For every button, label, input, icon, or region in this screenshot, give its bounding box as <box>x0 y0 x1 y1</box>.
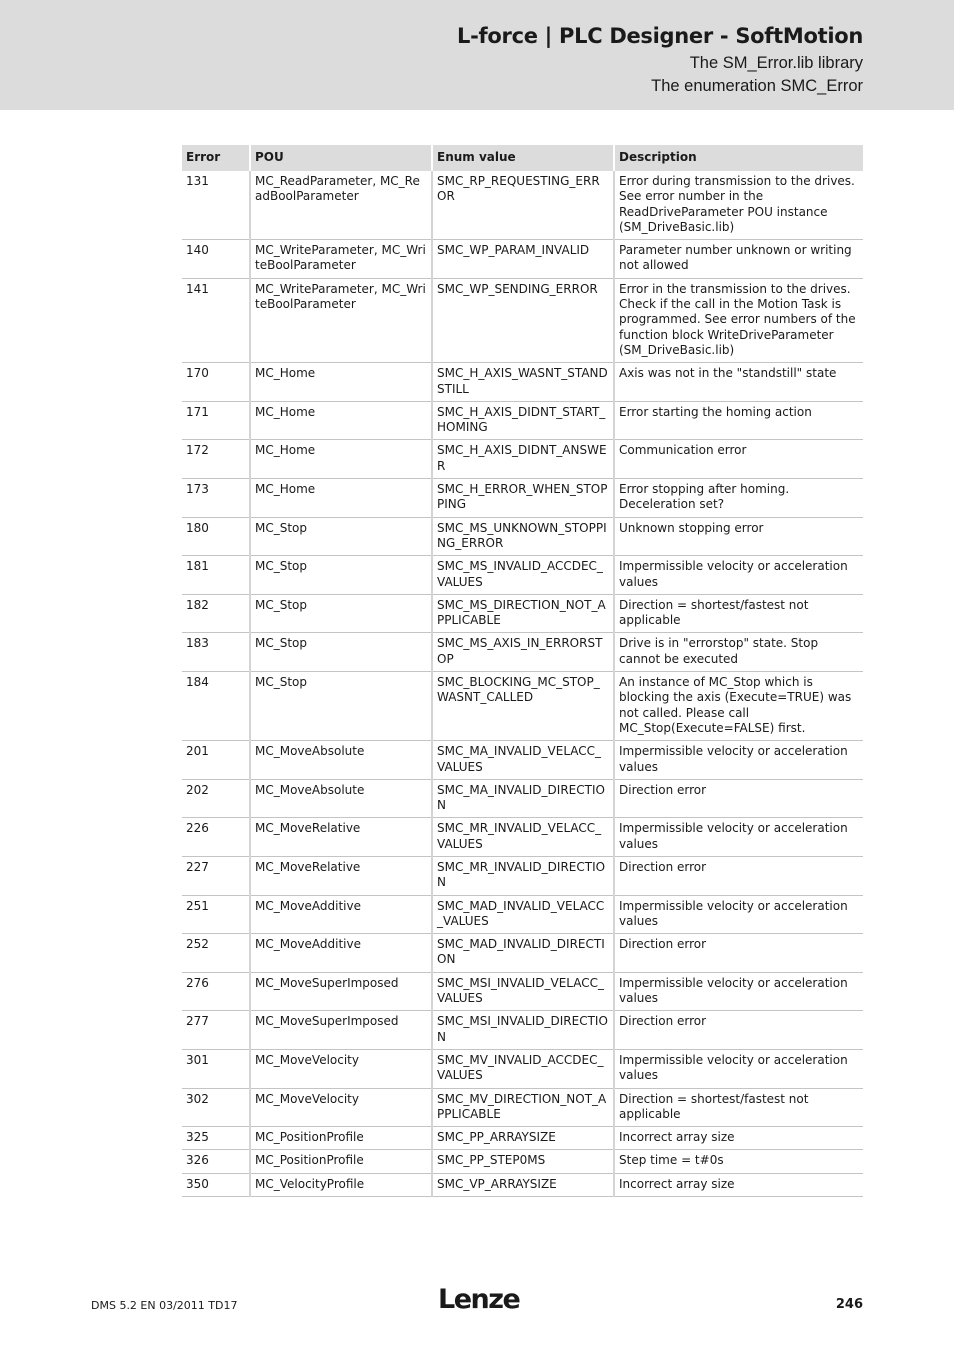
table-row <box>182 895 863 934</box>
cell-description: Direction error <box>614 934 863 973</box>
cell-enum-value: SMC_WP_SENDING_ERROR <box>432 278 614 362</box>
error-table <box>182 145 863 1197</box>
chapter-subtitle: The SM_Error.lib library <box>689 54 863 72</box>
cell-description: Error starting the homing action <box>614 401 863 440</box>
page-number: 246 <box>835 1297 863 1312</box>
cell-pou: MC_WriteParameter, MC_WriteBoolParameter <box>250 240 432 279</box>
cell-error: 276 <box>182 972 250 1011</box>
cell-pou: MC_MoveVelocity <box>250 1049 432 1088</box>
cell-enum-value: SMC_MR_INVALID_VELACC_VALUES <box>432 818 614 857</box>
cell-pou: MC_PositionProfile <box>250 1150 432 1173</box>
cell-pou: MC_Stop <box>250 517 432 556</box>
cell-enum-value: SMC_H_ERROR_WHEN_STOPPING <box>432 479 614 518</box>
cell-pou: MC_MoveRelative <box>250 856 432 895</box>
cell-description: Incorrect array size <box>614 1127 863 1150</box>
table-row <box>182 1173 863 1196</box>
table-row <box>182 1049 863 1088</box>
cell-enum-value: SMC_WP_PARAM_INVALID <box>432 240 614 279</box>
cell-pou: MC_WriteParameter, MC_WriteBoolParameter <box>250 278 432 362</box>
cell-enum-value: SMC_MS_UNKNOWN_STOPPING_ERROR <box>432 517 614 556</box>
table-row <box>182 818 863 857</box>
column-header-enum-value: Enum value <box>432 145 614 171</box>
column-header-error: Error <box>182 145 250 171</box>
cell-pou: MC_Stop <box>250 594 432 633</box>
cell-description: Step time = t#0s <box>614 1150 863 1173</box>
cell-description: Direction error <box>614 856 863 895</box>
cell-enum-value: SMC_MAD_INVALID_DIRECTION <box>432 934 614 973</box>
cell-enum-value: SMC_H_AXIS_DIDNT_START_HOMING <box>432 401 614 440</box>
table-row <box>182 856 863 895</box>
cell-error: 180 <box>182 517 250 556</box>
cell-enum-value: SMC_MV_INVALID_ACCDEC_VALUES <box>432 1049 614 1088</box>
table-row <box>182 1127 863 1150</box>
cell-enum-value: SMC_PP_ARRAYSIZE <box>432 1127 614 1150</box>
document-id: DMS 5.2 EN 03/2011 TD17 <box>91 1299 238 1312</box>
cell-enum-value: SMC_MA_INVALID_VELACC_VALUES <box>432 741 614 780</box>
cell-pou: MC_Stop <box>250 556 432 595</box>
cell-error: 140 <box>182 240 250 279</box>
cell-pou: MC_ReadParameter, MC_ReadBoolParameter <box>250 171 432 240</box>
cell-pou: MC_Home <box>250 479 432 518</box>
table-row <box>182 171 863 240</box>
cell-enum-value: SMC_PP_STEP0MS <box>432 1150 614 1173</box>
column-header-pou: POU <box>250 145 432 171</box>
cell-description: Unknown stopping error <box>614 517 863 556</box>
cell-description: Error in the transmission to the drives. Check if the call in the Motion Task is programmed. See error numbers of the function block WriteDriveParameter (SM_DriveBasic.lib) <box>614 278 863 362</box>
cell-description: Impermissible velocity or acceleration values <box>614 972 863 1011</box>
cell-error: 201 <box>182 741 250 780</box>
cell-description: Drive is in "errorstop" state. Stop cannot be executed <box>614 633 863 672</box>
lenze-logo: Lenze <box>438 1284 520 1315</box>
cell-description: Direction error <box>614 779 863 818</box>
table-row <box>182 1088 863 1127</box>
cell-enum-value: SMC_MSI_INVALID_DIRECTION <box>432 1011 614 1050</box>
cell-error: 302 <box>182 1088 250 1127</box>
page-title: L-force | PLC Designer - SoftMotion <box>457 24 863 48</box>
table-row <box>182 440 863 479</box>
cell-enum-value: SMC_MAD_INVALID_VELACC_VALUES <box>432 895 614 934</box>
cell-description: Impermissible velocity or acceleration values <box>614 556 863 595</box>
table-row <box>182 278 863 362</box>
cell-enum-value: SMC_MA_INVALID_DIRECTION <box>432 779 614 818</box>
section-subtitle: The enumeration SMC_Error <box>651 77 863 95</box>
cell-error: 171 <box>182 401 250 440</box>
cell-error: 277 <box>182 1011 250 1050</box>
cell-error: 181 <box>182 556 250 595</box>
cell-enum-value: SMC_MS_DIRECTION_NOT_APPLICABLE <box>432 594 614 633</box>
table-row <box>182 1011 863 1050</box>
cell-pou: MC_MoveSuperImposed <box>250 1011 432 1050</box>
cell-pou: MC_MoveVelocity <box>250 1088 432 1127</box>
cell-pou: MC_Home <box>250 401 432 440</box>
cell-error: 182 <box>182 594 250 633</box>
cell-error: 350 <box>182 1173 250 1196</box>
cell-description: Impermissible velocity or acceleration values <box>614 895 863 934</box>
cell-error: 252 <box>182 934 250 973</box>
cell-description: Error stopping after homing. Deceleration set? <box>614 479 863 518</box>
cell-description: Direction = shortest/fastest not applicable <box>614 594 863 633</box>
cell-error: 173 <box>182 479 250 518</box>
cell-error: 183 <box>182 633 250 672</box>
cell-pou: MC_Stop <box>250 633 432 672</box>
table-row <box>182 779 863 818</box>
table-row <box>182 556 863 595</box>
cell-error: 202 <box>182 779 250 818</box>
cell-description: Axis was not in the "standstill" state <box>614 363 863 402</box>
table-row <box>182 363 863 402</box>
cell-error: 325 <box>182 1127 250 1150</box>
table-row <box>182 479 863 518</box>
page-header <box>0 0 954 110</box>
cell-description: Impermissible velocity or acceleration values <box>614 818 863 857</box>
cell-error: 172 <box>182 440 250 479</box>
cell-error: 326 <box>182 1150 250 1173</box>
table-row <box>182 934 863 973</box>
table-row <box>182 633 863 672</box>
cell-pou: MC_MoveAbsolute <box>250 779 432 818</box>
table-row <box>182 240 863 279</box>
cell-error: 184 <box>182 672 250 741</box>
cell-enum-value: SMC_VP_ARRAYSIZE <box>432 1173 614 1196</box>
table-row <box>182 972 863 1011</box>
cell-description: Error during transmission to the drives. See error number in the ReadDriveParameter POU instance (SM_DriveBasic.lib) <box>614 171 863 240</box>
cell-enum-value: SMC_H_AXIS_DIDNT_ANSWER <box>432 440 614 479</box>
cell-description: Impermissible velocity or acceleration values <box>614 741 863 780</box>
table-row <box>182 672 863 741</box>
cell-description: Direction = shortest/fastest not applicable <box>614 1088 863 1127</box>
cell-description: Direction error <box>614 1011 863 1050</box>
cell-enum-value: SMC_H_AXIS_WASNT_STANDSTILL <box>432 363 614 402</box>
cell-description: An instance of MC_Stop which is blocking the axis (Execute=TRUE) was not called. Please call MC_Stop(Execute=FALSE) first. <box>614 672 863 741</box>
cell-description: Incorrect array size <box>614 1173 863 1196</box>
cell-error: 226 <box>182 818 250 857</box>
column-header-description: Description <box>614 145 863 171</box>
cell-pou: MC_MoveAdditive <box>250 895 432 934</box>
cell-pou: MC_MoveAdditive <box>250 934 432 973</box>
cell-enum-value: SMC_MSI_INVALID_VELACC_VALUES <box>432 972 614 1011</box>
cell-pou: MC_VelocityProfile <box>250 1173 432 1196</box>
cell-error: 170 <box>182 363 250 402</box>
cell-pou: MC_Home <box>250 363 432 402</box>
table-row <box>182 594 863 633</box>
table-row <box>182 517 863 556</box>
cell-enum-value: SMC_MS_AXIS_IN_ERRORSTOP <box>432 633 614 672</box>
table-header-row <box>182 145 863 171</box>
table-row <box>182 401 863 440</box>
cell-enum-value: SMC_MV_DIRECTION_NOT_APPLICABLE <box>432 1088 614 1127</box>
cell-description: Parameter number unknown or writing not allowed <box>614 240 863 279</box>
cell-error: 301 <box>182 1049 250 1088</box>
cell-description: Communication error <box>614 440 863 479</box>
cell-pou: MC_Home <box>250 440 432 479</box>
cell-enum-value: SMC_RP_REQUESTING_ERROR <box>432 171 614 240</box>
cell-pou: MC_MoveSuperImposed <box>250 972 432 1011</box>
cell-error: 227 <box>182 856 250 895</box>
cell-error: 141 <box>182 278 250 362</box>
table-row <box>182 741 863 780</box>
cell-pou: MC_PositionProfile <box>250 1127 432 1150</box>
cell-enum-value: SMC_BLOCKING_MC_STOP_WASNT_CALLED <box>432 672 614 741</box>
cell-error: 251 <box>182 895 250 934</box>
cell-error: 131 <box>182 171 250 240</box>
table-row <box>182 1150 863 1173</box>
cell-enum-value: SMC_MS_INVALID_ACCDEC_VALUES <box>432 556 614 595</box>
cell-description: Impermissible velocity or acceleration values <box>614 1049 863 1088</box>
cell-pou: MC_Stop <box>250 672 432 741</box>
cell-pou: MC_MoveRelative <box>250 818 432 857</box>
cell-pou: MC_MoveAbsolute <box>250 741 432 780</box>
cell-enum-value: SMC_MR_INVALID_DIRECTION <box>432 856 614 895</box>
